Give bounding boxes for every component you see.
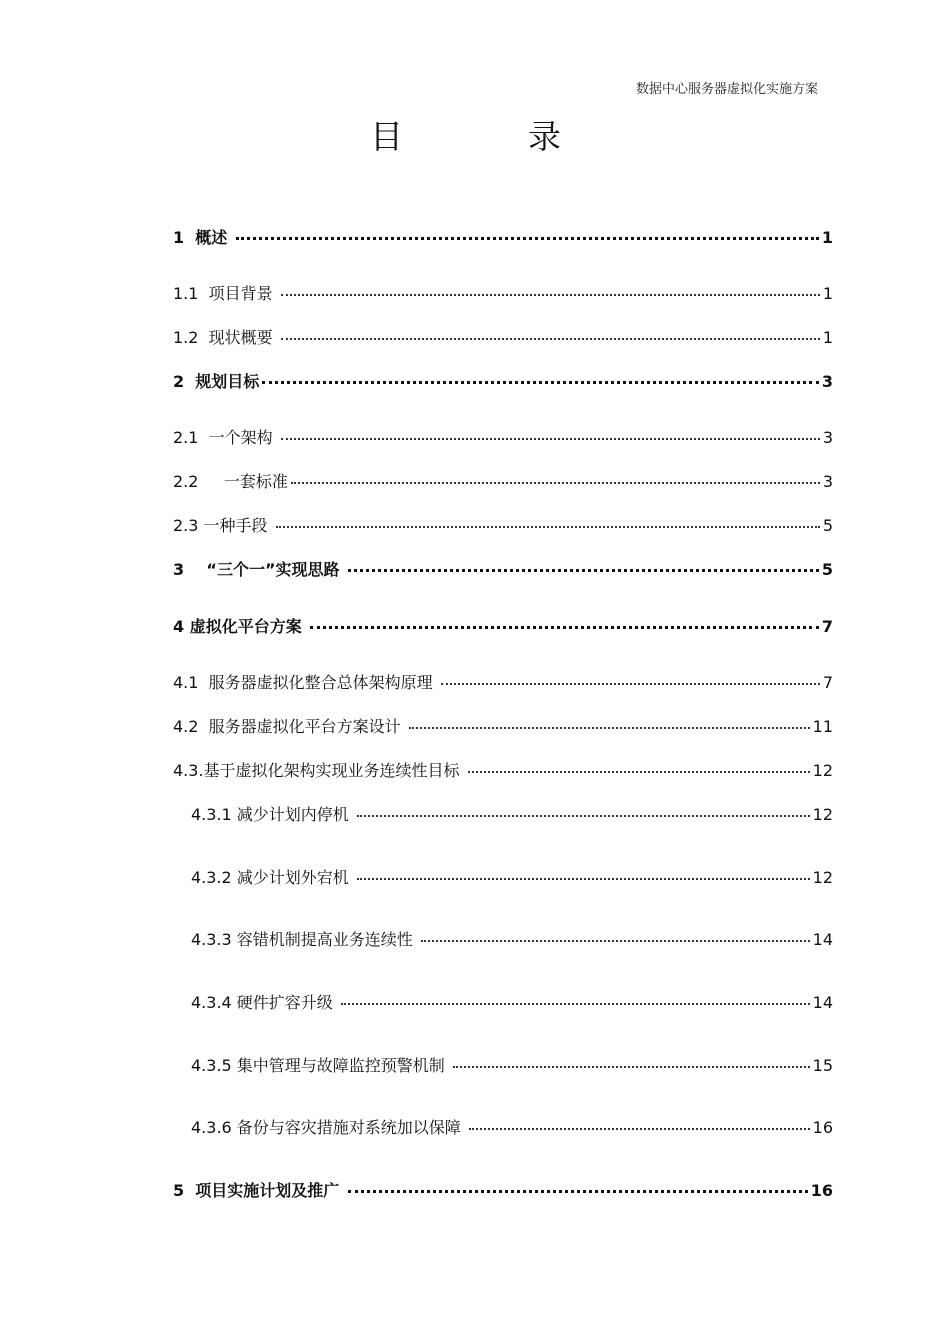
toc-entry-4-3-6[interactable] <box>191 1116 833 1140</box>
title-char-1: 目 <box>370 117 403 156</box>
toc-number: 2.3 <box>173 516 204 535</box>
toc-leader <box>348 1190 808 1193</box>
toc-leader <box>453 1066 810 1068</box>
toc-number: 4.2 <box>173 717 209 736</box>
toc-entry-4-2[interactable] <box>173 715 833 739</box>
toc-entry-4-3-5[interactable] <box>191 1054 833 1078</box>
toc-number: 4.3.2 <box>191 868 237 887</box>
toc-entry-2[interactable] <box>173 370 833 394</box>
toc-page-number: 15 <box>812 1056 833 1075</box>
toc-entry-2-3[interactable] <box>173 514 833 538</box>
toc-title: 备份与容灾措施对系统加以保障 <box>236 1118 466 1137</box>
toc-title: 项目背景 <box>208 284 278 303</box>
toc-page-number: 16 <box>812 1118 833 1137</box>
toc-number: 4.3.3 <box>191 930 237 949</box>
toc-entry-1-1[interactable] <box>173 282 833 306</box>
toc-leader <box>276 526 820 528</box>
toc-number: 4.3.1 <box>191 805 237 824</box>
toc-title: 现状概要 <box>208 328 278 347</box>
toc-page-number: 3 <box>821 372 833 391</box>
toc-title: 服务器虚拟化整合总体架构原理 <box>208 673 438 692</box>
toc-page-number: 14 <box>812 993 833 1012</box>
toc-leader <box>357 878 810 880</box>
toc-page-number: 3 <box>822 472 833 491</box>
toc-page-number: 14 <box>812 930 833 949</box>
toc-page-number: 1 <box>822 328 833 347</box>
toc-number: 1 <box>173 228 196 247</box>
toc-title: 服务器虚拟化平台方案设计 <box>208 717 406 736</box>
toc-title: “三个一”实现思路 <box>206 560 346 579</box>
toc-number: 2.1 <box>173 428 209 447</box>
toc-number: 4.3. <box>173 761 204 780</box>
toc-entry-1[interactable] <box>173 226 833 250</box>
toc-entry-4-3[interactable] <box>173 759 833 783</box>
toc-entry-5[interactable] <box>173 1179 833 1203</box>
toc-title: 一种手段 <box>203 516 273 535</box>
toc-page-number: 7 <box>822 673 833 692</box>
toc-number: 3 <box>173 560 207 579</box>
toc-entry-2-1[interactable] <box>173 426 833 450</box>
toc-title: 减少计划外宕机 <box>236 868 354 887</box>
toc-leader <box>348 569 819 572</box>
toc-page-number: 5 <box>821 560 833 579</box>
toc-page-number: 3 <box>822 428 833 447</box>
toc-title: 虚拟化平台方案 <box>189 617 308 636</box>
toc-entry-4-3-3[interactable] <box>191 928 833 952</box>
toc-page-number: 7 <box>821 617 833 636</box>
toc-leader <box>262 381 819 384</box>
title-char-2: 录 <box>528 117 561 156</box>
toc-title: 集中管理与故障监控预警机制 <box>236 1056 450 1075</box>
toc-title: 概述 <box>195 228 233 247</box>
toc-leader <box>441 683 820 685</box>
toc-title: 项目实施计划及推广 <box>195 1181 345 1200</box>
toc-number: 2.2 <box>173 472 224 491</box>
toc-leader <box>281 338 820 340</box>
toc-entry-4-3-1[interactable] <box>191 803 833 827</box>
toc-number: 4.1 <box>173 673 209 692</box>
toc-page-number: 12 <box>812 868 833 887</box>
toc-leader <box>281 438 820 440</box>
toc-number: 2 <box>173 372 196 391</box>
toc-leader <box>357 815 810 817</box>
toc-leader <box>341 1003 810 1005</box>
toc-title: 基于虚拟化架构实现业务连续性目标 <box>203 761 465 780</box>
page-title <box>0 112 950 162</box>
toc-entry-4-1[interactable] <box>173 671 833 695</box>
toc-leader <box>469 1128 810 1130</box>
toc-number: 4.3.5 <box>191 1056 237 1075</box>
toc-leader <box>291 482 820 484</box>
toc-leader <box>468 771 810 773</box>
toc-entry-3[interactable] <box>173 558 833 582</box>
toc-page-number: 1 <box>822 284 833 303</box>
toc-title: 规划目标 <box>195 372 260 391</box>
toc-leader <box>310 626 819 629</box>
toc-page-number: 12 <box>812 805 833 824</box>
toc-entry-4-3-2[interactable] <box>191 866 833 890</box>
toc-page-number: 1 <box>821 228 833 247</box>
toc-page-number: 5 <box>822 516 833 535</box>
toc-title: 硬件扩容升级 <box>236 993 338 1012</box>
toc-number: 4.3.6 <box>191 1118 237 1137</box>
toc-title: 一个架构 <box>208 428 278 447</box>
toc-entry-4-3-4[interactable] <box>191 991 833 1015</box>
toc-page-number: 11 <box>812 717 833 736</box>
toc-number: 4.3.4 <box>191 993 237 1012</box>
toc-title: 一套标准 <box>223 472 288 491</box>
toc-title: 容错机制提高业务连续性 <box>236 930 418 949</box>
toc-number: 1.2 <box>173 328 209 347</box>
toc-leader <box>236 237 819 240</box>
toc-page-number: 16 <box>810 1181 833 1200</box>
toc-title: 减少计划内停机 <box>236 805 354 824</box>
toc-leader <box>281 294 820 296</box>
toc-entry-4[interactable] <box>173 615 833 639</box>
toc-number: 4 <box>173 617 190 636</box>
toc-leader <box>421 940 810 942</box>
running-header: 数据中心服务器虚拟化实施方案 <box>635 82 818 97</box>
toc-leader <box>409 727 810 729</box>
toc-page-number: 12 <box>812 761 833 780</box>
toc-entry-1-2[interactable] <box>173 326 833 350</box>
toc-entry-2-2[interactable] <box>173 470 833 494</box>
toc-number: 1.1 <box>173 284 209 303</box>
toc-number: 5 <box>173 1181 196 1200</box>
